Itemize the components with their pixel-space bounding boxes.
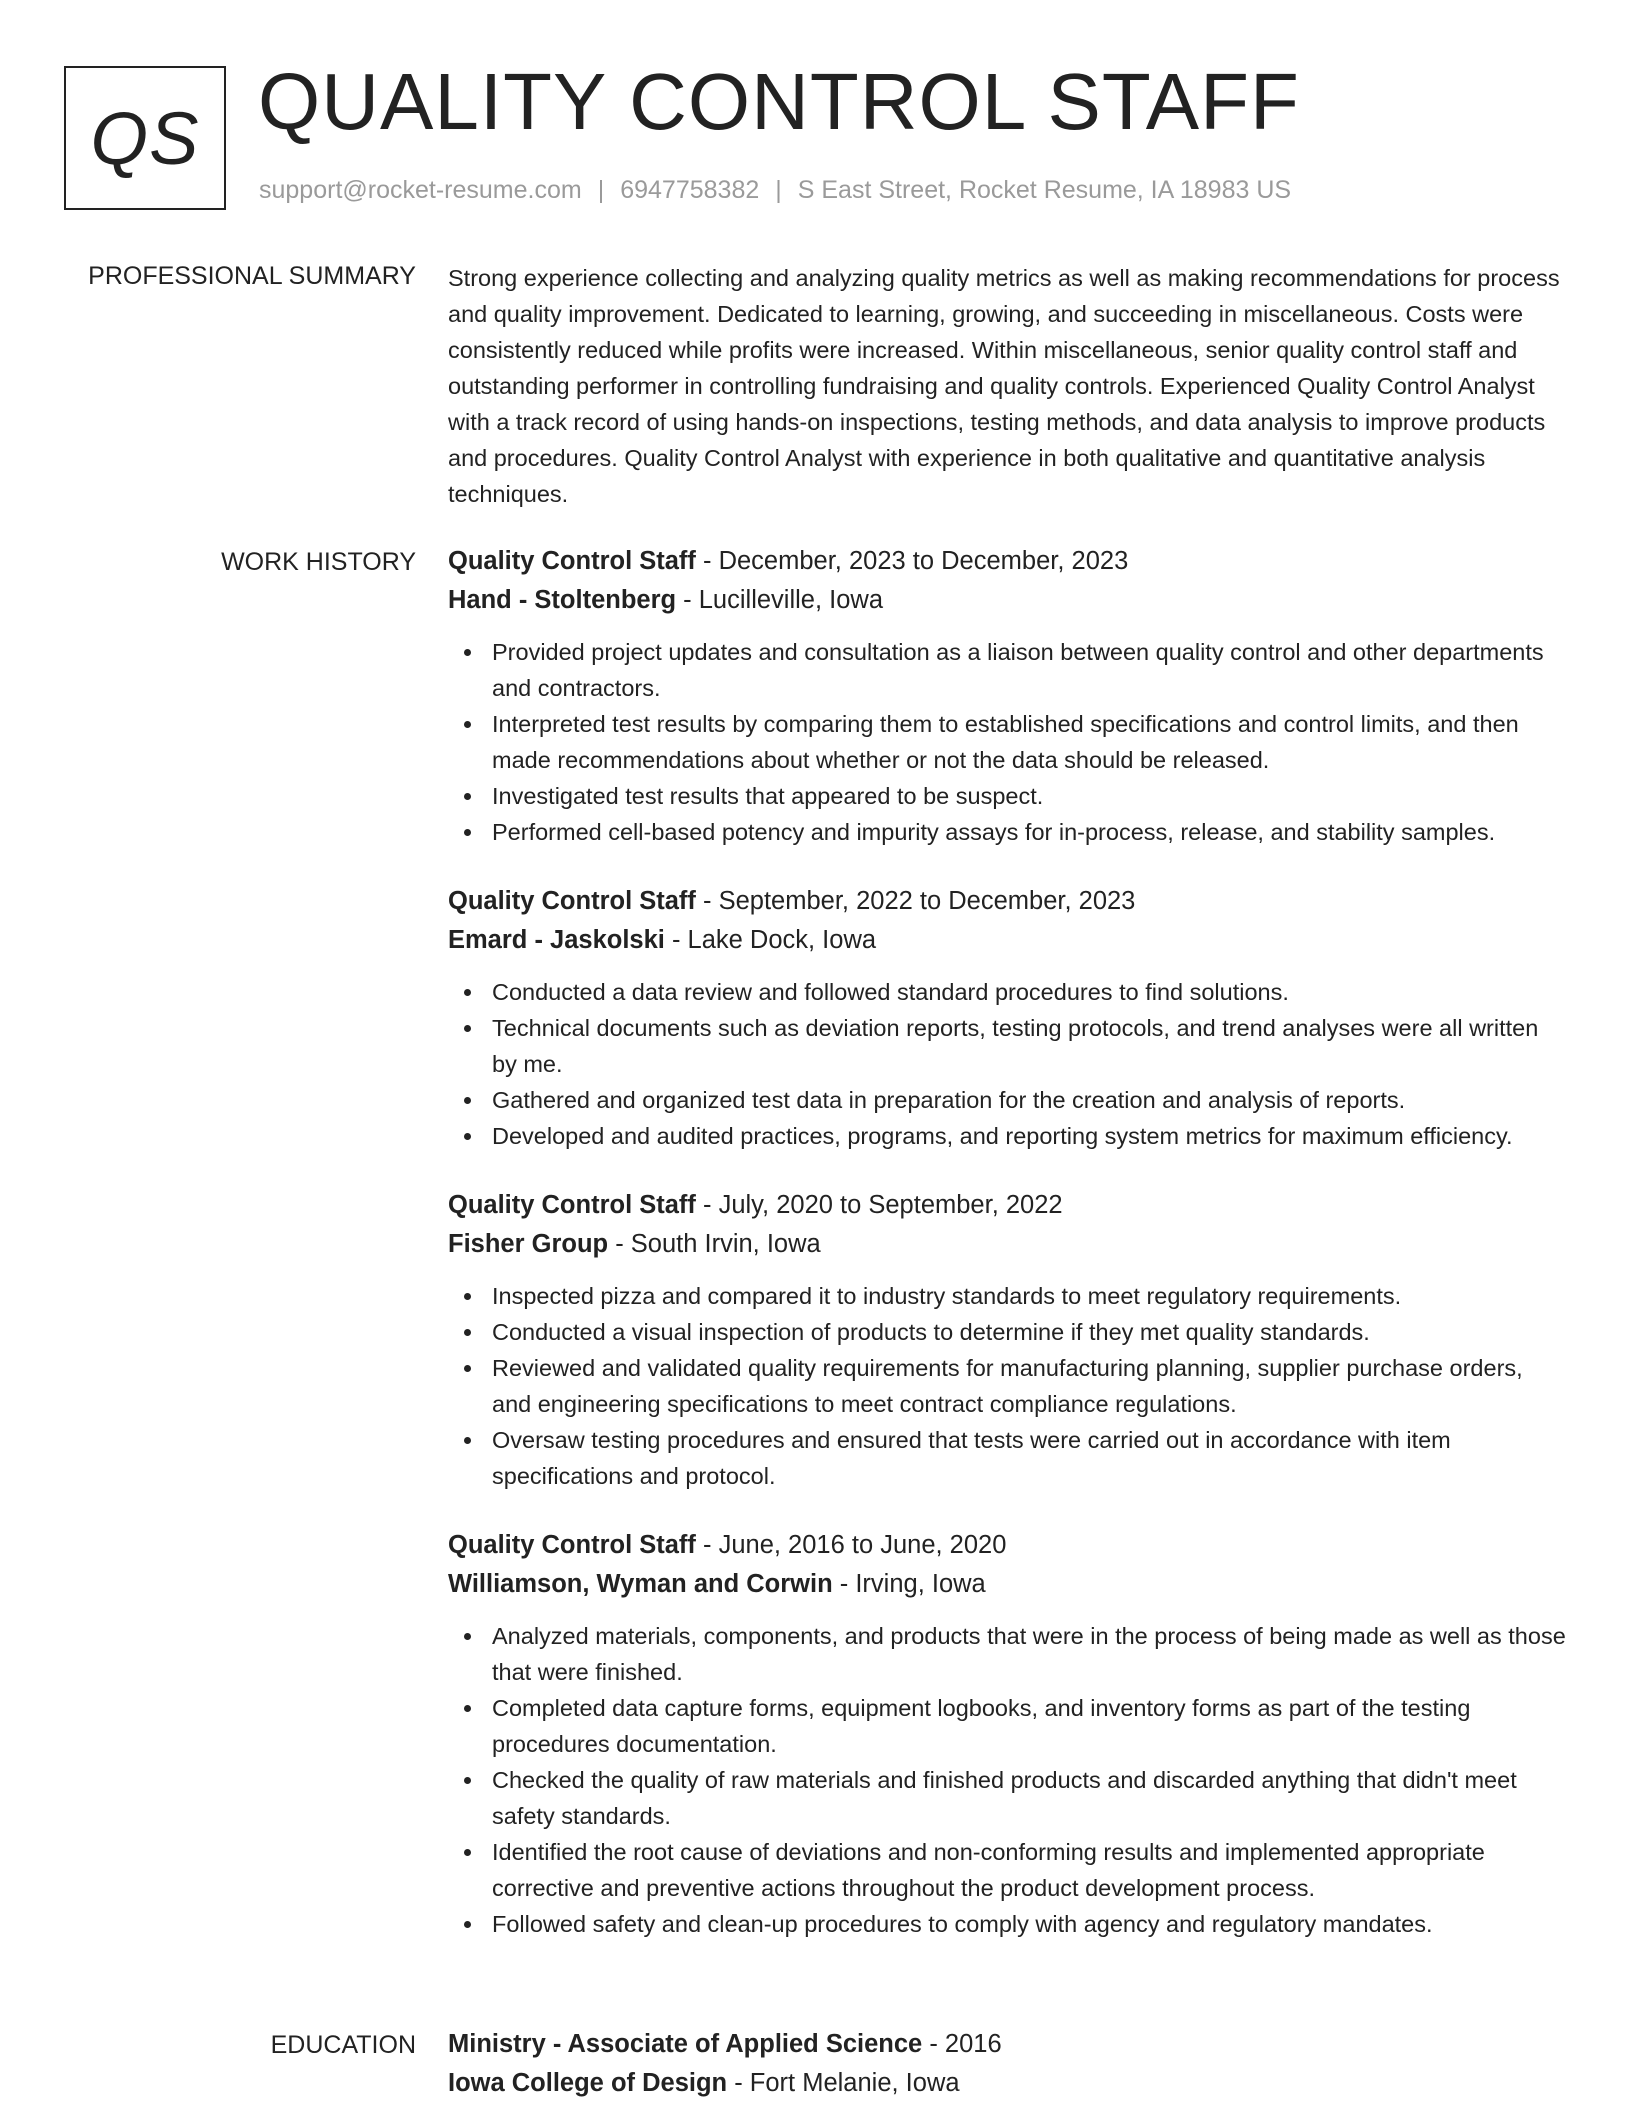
job-dates: - September, 2022 to December, 2023 [695, 887, 1136, 915]
job-bullet: Conducted a data review and followed standard procedures to find solutions. [448, 974, 1568, 1010]
job-company: Emard - Jaskolski [448, 926, 665, 954]
education-year: - 2016 [922, 2030, 1002, 2058]
job-bullet: Gathered and organized test data in preparation for the creation and analysis of reports. [448, 1082, 1568, 1118]
job-location: - Irving, Iowa [832, 1570, 986, 1598]
job-company-line [448, 921, 1568, 960]
job-title-line [448, 542, 1568, 581]
resume-name: QUALITY CONTROL STAFF [258, 57, 1300, 146]
job-dates: - June, 2016 to June, 2020 [695, 1531, 1007, 1559]
job-company: Fisher Group [448, 1230, 609, 1258]
job-bullet: Technical documents such as deviation reports, testing protocols, and trend analyses were all written by me. [448, 1010, 1568, 1082]
education-school: Iowa College of Design [448, 2069, 728, 2097]
job-company: Williamson, Wyman and Corwin [448, 1570, 833, 1598]
job-title-line [448, 1186, 1568, 1225]
job-company-line [448, 1565, 1568, 1604]
job-title: Quality Control Staff [448, 1531, 696, 1559]
contact-email: support@rocket-resume.com [259, 176, 582, 204]
job-location: - Lucilleville, Iowa [676, 586, 884, 614]
education-label: EDUCATION [270, 2031, 416, 2059]
summary-label: PROFESSIONAL SUMMARY [88, 262, 416, 290]
job-bullet: Interpreted test results by comparing them to established specifications and control limits, and then made recommendations about whether or not the data should be released. [448, 706, 1568, 778]
job-bullet: Conducted a visual inspection of products to determine if they met quality standards. [448, 1314, 1568, 1350]
job-bullets [448, 1618, 1568, 1942]
education-degree: Ministry - Associate of Applied Science [448, 2030, 923, 2058]
job-bullets [448, 634, 1568, 850]
work-history-list [448, 542, 1568, 1974]
job-bullet: Followed safety and clean-up procedures to comply with agency and regulatory mandates. [448, 1906, 1568, 1942]
job-bullet: Checked the quality of raw materials and finished products and discarded anything that didn't meet safety standards. [448, 1762, 1568, 1834]
job-company-line [448, 581, 1568, 620]
job-bullet: Completed data capture forms, equipment logbooks, and inventory forms as part of the testing procedures documentation. [448, 1690, 1568, 1762]
job-bullet: Identified the root cause of deviations and non-conforming results and implemented appropriate corrective and preventive actions throughout the product development process. [448, 1834, 1568, 1906]
education-location: - Fort Melanie, Iowa [727, 2069, 960, 2097]
job-entry [448, 1526, 1568, 1942]
job-title: Quality Control Staff [448, 887, 696, 915]
job-bullet: Performed cell-based potency and impurity assays for in-process, release, and stability samples. [448, 814, 1568, 850]
job-bullet: Investigated test results that appeared to be suspect. [448, 778, 1568, 814]
job-bullet: Analyzed materials, components, and products that were in the process of being made as well as those that were finished. [448, 1618, 1568, 1690]
job-bullets [448, 974, 1568, 1154]
job-entry [448, 542, 1568, 850]
job-bullet: Reviewed and validated quality requirements for manufacturing planning, supplier purchase orders, and engineering specifications to meet contract compliance regulations. [448, 1350, 1568, 1422]
contact-line [259, 176, 1291, 205]
job-bullet: Provided project updates and consultation as a liaison between quality control and other departments and contractors. [448, 634, 1568, 706]
job-bullet: Oversaw testing procedures and ensured that tests were carried out in accordance with item specifications and protocol. [448, 1422, 1568, 1494]
job-company: Hand - Stoltenberg [448, 586, 677, 614]
education-entry [448, 2025, 1568, 2103]
job-entry [448, 1186, 1568, 1494]
contact-separator: | [775, 176, 782, 204]
job-title: Quality Control Staff [448, 547, 696, 575]
monogram-box [64, 66, 226, 210]
job-title: Quality Control Staff [448, 1191, 696, 1219]
job-entry [448, 882, 1568, 1154]
job-dates: - December, 2023 to December, 2023 [695, 547, 1129, 575]
job-location: - South Irvin, Iowa [608, 1230, 821, 1258]
job-bullet: Developed and audited practices, programs, and reporting system metrics for maximum efficiency. [448, 1118, 1568, 1154]
job-bullets [448, 1278, 1568, 1494]
job-bullet: Inspected pizza and compared it to industry standards to meet regulatory requirements. [448, 1278, 1568, 1314]
job-title-line [448, 882, 1568, 921]
job-title-line [448, 1526, 1568, 1565]
education-school-line [448, 2064, 1568, 2103]
job-dates: - July, 2020 to September, 2022 [695, 1191, 1063, 1219]
monogram-initials: QS [90, 96, 200, 180]
job-company-line [448, 1225, 1568, 1264]
contact-address: S East Street, Rocket Resume, IA 18983 US [797, 176, 1292, 204]
job-location: - Lake Dock, Iowa [664, 926, 877, 954]
summary-text: Strong experience collecting and analyzing quality metrics as well as making recommendations for process and quality improvement. Dedicated to learning, growing, and succeeding in miscellaneous. Costs were consistently reduced while profits were increased. Within miscellaneous, senior quality control staff and outstanding performer in controlling fundraising and quality controls. Experienced Quality Control Analyst with a track record of using hands-on inspections, testing methods, and data analysis to improve products and procedures. Quality Control Analyst with experience in both qualitative and quantitative analysis techniques. [448, 265, 1560, 507]
education-degree-line [448, 2025, 1568, 2064]
work-history-label: WORK HISTORY [221, 548, 416, 576]
contact-separator: | [597, 176, 605, 204]
contact-phone: 6947758382 [620, 176, 760, 204]
